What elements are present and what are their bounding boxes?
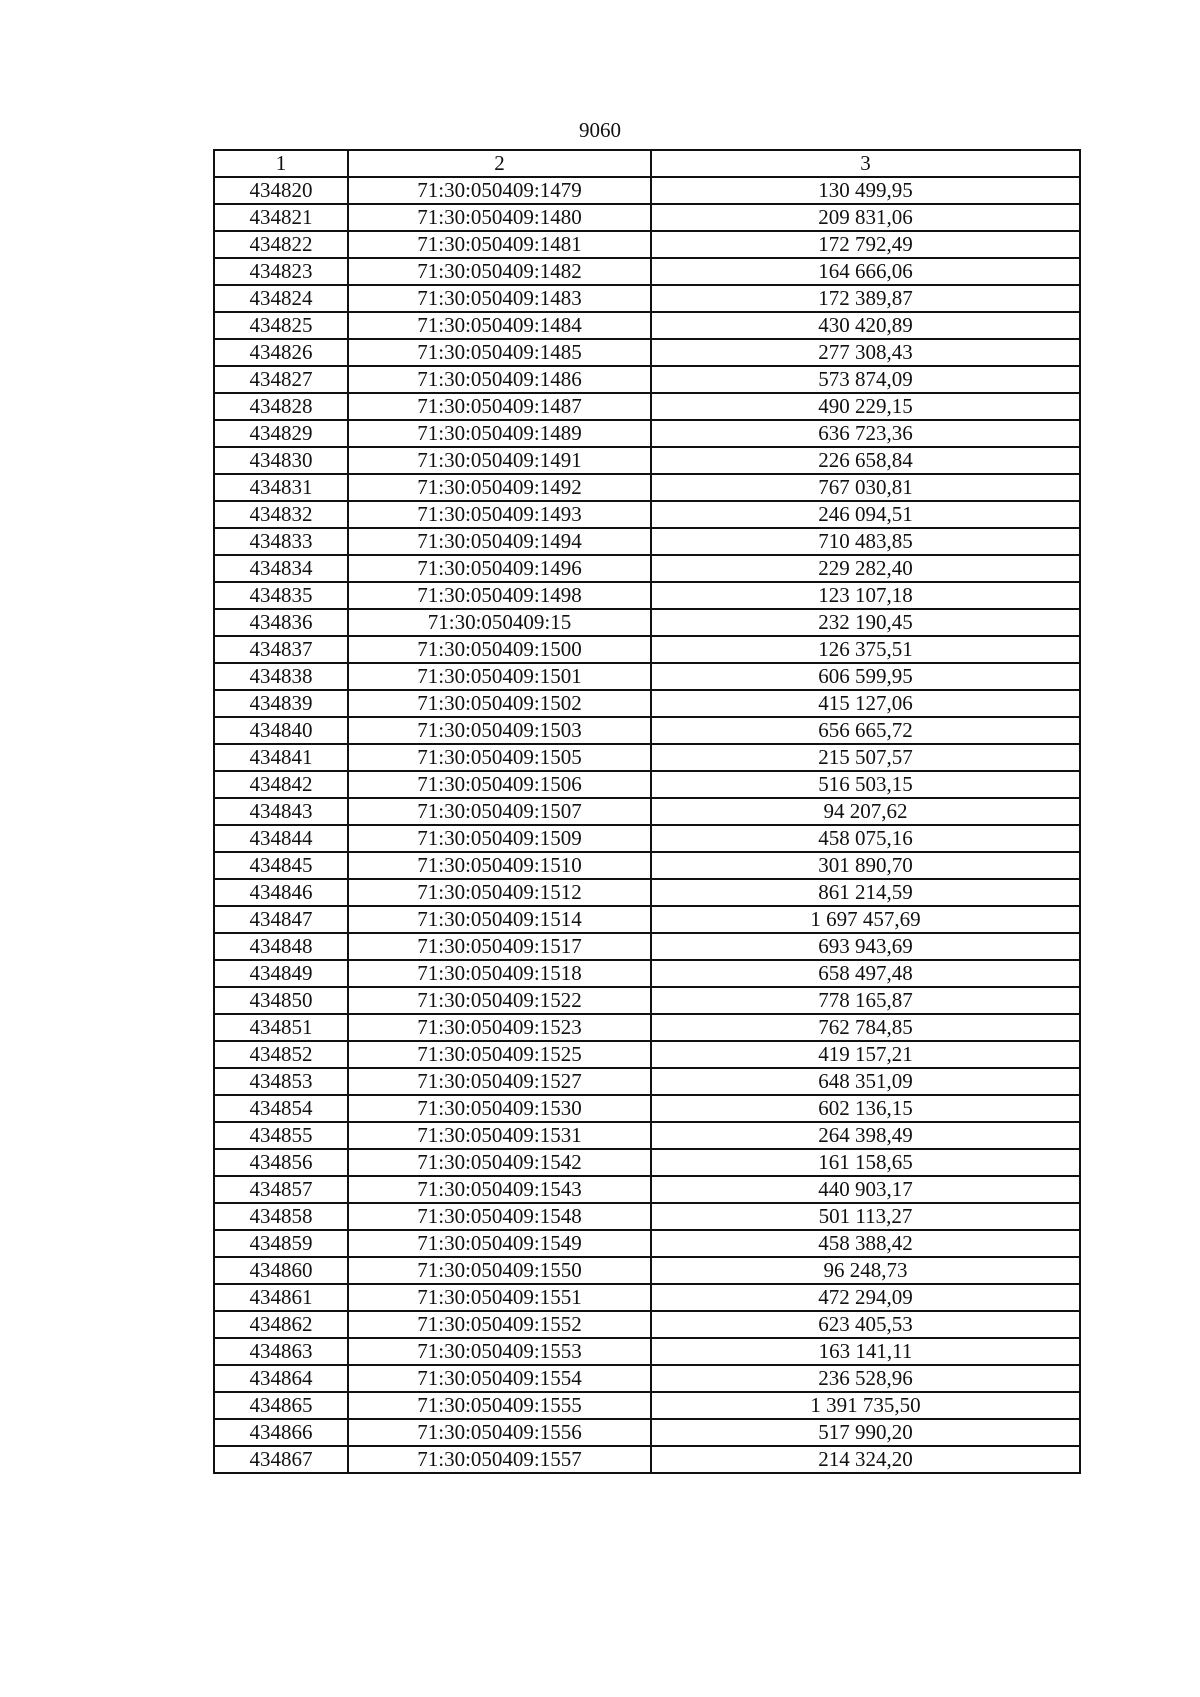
cadastral-value-cell: 163 141,11	[651, 1338, 1080, 1365]
row-number-cell: 434862	[214, 1311, 348, 1338]
row-number-cell: 434839	[214, 690, 348, 717]
table-row	[214, 933, 1080, 960]
row-number-cell: 434827	[214, 366, 348, 393]
cadastral-number-cell: 71:30:050409:1550	[348, 1257, 651, 1284]
row-number-cell: 434863	[214, 1338, 348, 1365]
page-number: 9060	[579, 118, 621, 142]
cadastral-number-cell: 71:30:050409:1531	[348, 1122, 651, 1149]
row-number-cell: 434847	[214, 906, 348, 933]
table-row	[214, 555, 1080, 582]
table-row	[214, 906, 1080, 933]
column-header-1: 1	[214, 150, 348, 177]
cadastral-value-cell: 246 094,51	[651, 501, 1080, 528]
cadastral-value-cell: 693 943,69	[651, 933, 1080, 960]
table-row	[214, 420, 1080, 447]
cadastral-value-cell: 440 903,17	[651, 1176, 1080, 1203]
row-number-cell: 434853	[214, 1068, 348, 1095]
cadastral-number-cell: 71:30:050409:1483	[348, 285, 651, 312]
cadastral-number-cell: 71:30:050409:1542	[348, 1149, 651, 1176]
table-row	[214, 1419, 1080, 1446]
row-number-cell: 434852	[214, 1041, 348, 1068]
cadastral-value-cell: 236 528,96	[651, 1365, 1080, 1392]
cadastral-value-cell: 301 890,70	[651, 852, 1080, 879]
table-row	[214, 825, 1080, 852]
table-row	[214, 690, 1080, 717]
cadastral-value-table	[213, 149, 1081, 1474]
row-number-cell: 434855	[214, 1122, 348, 1149]
cadastral-value-cell: 602 136,15	[651, 1095, 1080, 1122]
cadastral-value-cell: 215 507,57	[651, 744, 1080, 771]
cadastral-value-cell: 232 190,45	[651, 609, 1080, 636]
cadastral-value-cell: 710 483,85	[651, 528, 1080, 555]
cadastral-number-cell: 71:30:050409:1501	[348, 663, 651, 690]
table-row	[214, 447, 1080, 474]
cadastral-value-cell: 623 405,53	[651, 1311, 1080, 1338]
cadastral-number-cell: 71:30:050409:1486	[348, 366, 651, 393]
row-number-cell: 434836	[214, 609, 348, 636]
cadastral-number-cell: 71:30:050409:1522	[348, 987, 651, 1014]
cadastral-value-cell: 516 503,15	[651, 771, 1080, 798]
cadastral-value-cell: 1 391 735,50	[651, 1392, 1080, 1419]
cadastral-value-cell: 430 420,89	[651, 312, 1080, 339]
row-number-cell: 434865	[214, 1392, 348, 1419]
table-row	[214, 1203, 1080, 1230]
cadastral-value-cell: 226 658,84	[651, 447, 1080, 474]
row-number-cell: 434842	[214, 771, 348, 798]
row-number-cell: 434860	[214, 1257, 348, 1284]
row-number-cell: 434822	[214, 231, 348, 258]
table-row	[214, 879, 1080, 906]
cadastral-number-cell: 71:30:050409:1491	[348, 447, 651, 474]
table-row	[214, 1068, 1080, 1095]
table-row	[214, 636, 1080, 663]
row-number-cell: 434849	[214, 960, 348, 987]
cadastral-value-cell: 1 697 457,69	[651, 906, 1080, 933]
cadastral-value-cell: 172 389,87	[651, 285, 1080, 312]
row-number-cell: 434833	[214, 528, 348, 555]
cadastral-value-cell: 264 398,49	[651, 1122, 1080, 1149]
table-row	[214, 285, 1080, 312]
cadastral-value-cell: 94 207,62	[651, 798, 1080, 825]
table-row	[214, 798, 1080, 825]
cadastral-number-cell: 71:30:050409:1484	[348, 312, 651, 339]
row-number-cell: 434825	[214, 312, 348, 339]
cadastral-number-cell: 71:30:050409:1530	[348, 1095, 651, 1122]
cadastral-number-cell: 71:30:050409:1557	[348, 1446, 651, 1473]
cadastral-value-cell: 164 666,06	[651, 258, 1080, 285]
cadastral-number-cell: 71:30:050409:1525	[348, 1041, 651, 1068]
cadastral-number-cell: 71:30:050409:1543	[348, 1176, 651, 1203]
table-row	[214, 312, 1080, 339]
cadastral-number-cell: 71:30:050409:1510	[348, 852, 651, 879]
cadastral-value-cell: 778 165,87	[651, 987, 1080, 1014]
table-header-row	[214, 150, 1080, 177]
cadastral-number-cell: 71:30:050409:1553	[348, 1338, 651, 1365]
row-number-cell: 434861	[214, 1284, 348, 1311]
cadastral-number-cell: 71:30:050409:1480	[348, 204, 651, 231]
cadastral-number-cell: 71:30:050409:1503	[348, 717, 651, 744]
table-row	[214, 1095, 1080, 1122]
table-row	[214, 1311, 1080, 1338]
table-row	[214, 528, 1080, 555]
row-number-cell: 434867	[214, 1446, 348, 1473]
row-number-cell: 434834	[214, 555, 348, 582]
table-row	[214, 744, 1080, 771]
cadastral-value-cell: 277 308,43	[651, 339, 1080, 366]
table-row	[214, 771, 1080, 798]
cadastral-number-cell: 71:30:050409:1548	[348, 1203, 651, 1230]
row-number-cell: 434866	[214, 1419, 348, 1446]
cadastral-value-cell: 472 294,09	[651, 1284, 1080, 1311]
row-number-cell: 434832	[214, 501, 348, 528]
cadastral-number-cell: 71:30:050409:15	[348, 609, 651, 636]
cadastral-number-cell: 71:30:050409:1509	[348, 825, 651, 852]
cadastral-number-cell: 71:30:050409:1481	[348, 231, 651, 258]
cadastral-number-cell: 71:30:050409:1500	[348, 636, 651, 663]
cadastral-value-cell: 172 792,49	[651, 231, 1080, 258]
row-number-cell: 434821	[214, 204, 348, 231]
cadastral-number-cell: 71:30:050409:1554	[348, 1365, 651, 1392]
table-row	[214, 1122, 1080, 1149]
cadastral-number-cell: 71:30:050409:1527	[348, 1068, 651, 1095]
table-row	[214, 204, 1080, 231]
table-row	[214, 1284, 1080, 1311]
table-row	[214, 501, 1080, 528]
cadastral-value-cell: 656 665,72	[651, 717, 1080, 744]
table-row	[214, 609, 1080, 636]
cadastral-value-cell: 490 229,15	[651, 393, 1080, 420]
cadastral-number-cell: 71:30:050409:1487	[348, 393, 651, 420]
cadastral-number-cell: 71:30:050409:1496	[348, 555, 651, 582]
cadastral-value-cell: 762 784,85	[651, 1014, 1080, 1041]
cadastral-number-cell: 71:30:050409:1493	[348, 501, 651, 528]
cadastral-value-cell: 209 831,06	[651, 204, 1080, 231]
table-row	[214, 1230, 1080, 1257]
row-number-cell: 434856	[214, 1149, 348, 1176]
row-number-cell: 434859	[214, 1230, 348, 1257]
row-number-cell: 434838	[214, 663, 348, 690]
row-number-cell: 434835	[214, 582, 348, 609]
row-number-cell: 434837	[214, 636, 348, 663]
table-row	[214, 474, 1080, 501]
table-row	[214, 1338, 1080, 1365]
table-row	[214, 1365, 1080, 1392]
table-row	[214, 1176, 1080, 1203]
cadastral-value-cell: 130 499,95	[651, 177, 1080, 204]
column-header-2: 2	[348, 150, 651, 177]
table-row	[214, 1041, 1080, 1068]
row-number-cell: 434843	[214, 798, 348, 825]
cadastral-value-cell: 648 351,09	[651, 1068, 1080, 1095]
table-body	[214, 150, 1080, 1473]
cadastral-value-cell: 161 158,65	[651, 1149, 1080, 1176]
cadastral-number-cell: 71:30:050409:1523	[348, 1014, 651, 1041]
cadastral-value-cell: 96 248,73	[651, 1257, 1080, 1284]
cadastral-number-cell: 71:30:050409:1555	[348, 1392, 651, 1419]
table-row	[214, 717, 1080, 744]
cadastral-number-cell: 71:30:050409:1505	[348, 744, 651, 771]
table-row	[214, 258, 1080, 285]
cadastral-number-cell: 71:30:050409:1517	[348, 933, 651, 960]
cadastral-value-cell: 767 030,81	[651, 474, 1080, 501]
row-number-cell: 434820	[214, 177, 348, 204]
row-number-cell: 434841	[214, 744, 348, 771]
cadastral-value-cell: 123 107,18	[651, 582, 1080, 609]
cadastral-number-cell: 71:30:050409:1551	[348, 1284, 651, 1311]
row-number-cell: 434857	[214, 1176, 348, 1203]
row-number-cell: 434850	[214, 987, 348, 1014]
row-number-cell: 434831	[214, 474, 348, 501]
row-number-cell: 434851	[214, 1014, 348, 1041]
table-row	[214, 987, 1080, 1014]
cadastral-value-cell: 501 113,27	[651, 1203, 1080, 1230]
table-row	[214, 1392, 1080, 1419]
cadastral-number-cell: 71:30:050409:1498	[348, 582, 651, 609]
table-row	[214, 1446, 1080, 1473]
table-row	[214, 960, 1080, 987]
cadastral-number-cell: 71:30:050409:1512	[348, 879, 651, 906]
cadastral-value-cell: 214 324,20	[651, 1446, 1080, 1473]
cadastral-number-cell: 71:30:050409:1492	[348, 474, 651, 501]
table-row	[214, 1014, 1080, 1041]
row-number-cell: 434824	[214, 285, 348, 312]
row-number-cell: 434826	[214, 339, 348, 366]
table-row	[214, 1149, 1080, 1176]
cadastral-number-cell: 71:30:050409:1489	[348, 420, 651, 447]
row-number-cell: 434840	[214, 717, 348, 744]
table-row	[214, 1257, 1080, 1284]
cadastral-number-cell: 71:30:050409:1506	[348, 771, 651, 798]
cadastral-number-cell: 71:30:050409:1485	[348, 339, 651, 366]
table-row	[214, 852, 1080, 879]
cadastral-number-cell: 71:30:050409:1518	[348, 960, 651, 987]
cadastral-value-cell: 458 388,42	[651, 1230, 1080, 1257]
cadastral-number-cell: 71:30:050409:1494	[348, 528, 651, 555]
row-number-cell: 434828	[214, 393, 348, 420]
cadastral-number-cell: 71:30:050409:1552	[348, 1311, 651, 1338]
row-number-cell: 434830	[214, 447, 348, 474]
table-row	[214, 231, 1080, 258]
cadastral-number-cell: 71:30:050409:1514	[348, 906, 651, 933]
row-number-cell: 434854	[214, 1095, 348, 1122]
table-row	[214, 366, 1080, 393]
row-number-cell: 434823	[214, 258, 348, 285]
cadastral-value-cell: 415 127,06	[651, 690, 1080, 717]
row-number-cell: 434846	[214, 879, 348, 906]
row-number-cell: 434829	[214, 420, 348, 447]
cadastral-number-cell: 71:30:050409:1482	[348, 258, 651, 285]
cadastral-value-cell: 861 214,59	[651, 879, 1080, 906]
cadastral-value-cell: 229 282,40	[651, 555, 1080, 582]
row-number-cell: 434858	[214, 1203, 348, 1230]
cadastral-value-cell: 658 497,48	[651, 960, 1080, 987]
table-row	[214, 582, 1080, 609]
cadastral-number-cell: 71:30:050409:1479	[348, 177, 651, 204]
cadastral-value-cell: 458 075,16	[651, 825, 1080, 852]
cadastral-number-cell: 71:30:050409:1507	[348, 798, 651, 825]
cadastral-value-cell: 573 874,09	[651, 366, 1080, 393]
column-header-3: 3	[651, 150, 1080, 177]
cadastral-value-cell: 517 990,20	[651, 1419, 1080, 1446]
cadastral-number-cell: 71:30:050409:1502	[348, 690, 651, 717]
cadastral-value-cell: 606 599,95	[651, 663, 1080, 690]
cadastral-number-cell: 71:30:050409:1549	[348, 1230, 651, 1257]
table-row	[214, 177, 1080, 204]
table-row	[214, 393, 1080, 420]
table-row	[214, 663, 1080, 690]
row-number-cell: 434848	[214, 933, 348, 960]
cadastral-value-cell: 636 723,36	[651, 420, 1080, 447]
table-row	[214, 339, 1080, 366]
row-number-cell: 434845	[214, 852, 348, 879]
row-number-cell: 434844	[214, 825, 348, 852]
cadastral-number-cell: 71:30:050409:1556	[348, 1419, 651, 1446]
cadastral-value-cell: 126 375,51	[651, 636, 1080, 663]
row-number-cell: 434864	[214, 1365, 348, 1392]
cadastral-value-cell: 419 157,21	[651, 1041, 1080, 1068]
